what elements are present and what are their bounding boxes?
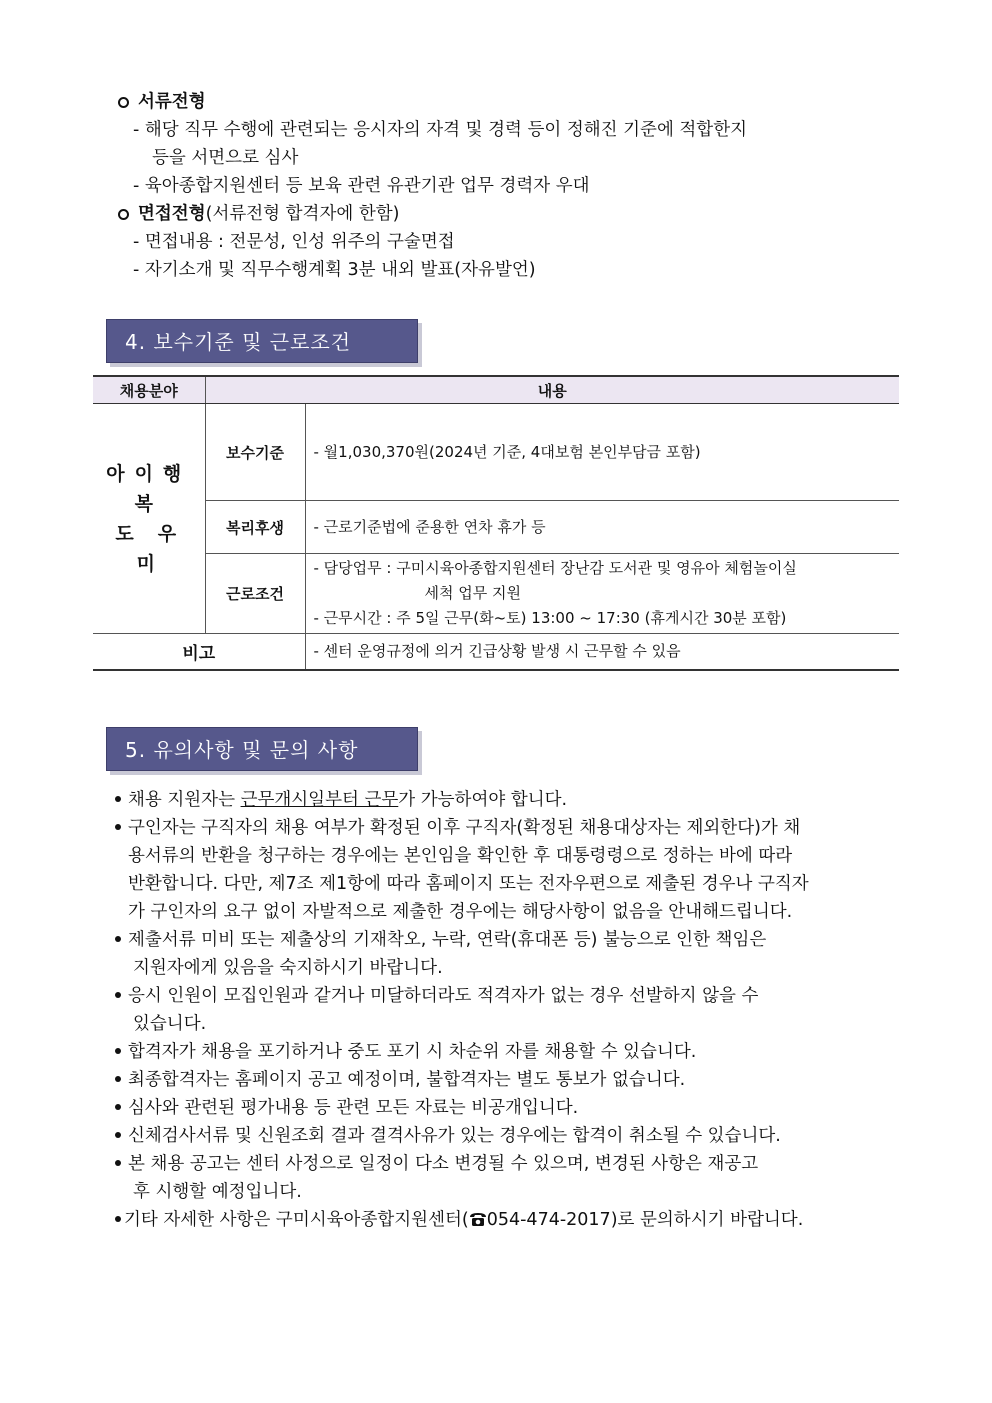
document-screening-line: - 해당 직무 수행에 관련되는 응시자의 자격 및 경력 등이 정해진 기준에 적합한지: [133, 120, 748, 140]
work-value: - 담당업무 : 구미시육아종합지원센터 장난감 도서관 및 영유아 체험놀이실 세척 업무 지원 - 근무시간 : 주 5일 근무(화~토) 13:00 ~ 17:30 (휴게시간 30분 포함): [305, 554, 899, 634]
list-item-continued: 있습니다.: [133, 1014, 207, 1034]
section-4-heading: 4. 보수기준 및 근로조건: [106, 319, 418, 363]
list-item: 채용 지원자는 근무개시일부터 근무가 가능하여야 합니다.: [115, 786, 567, 814]
interview-screening-heading: 면접전형(서류전형 합격자에 한함): [118, 202, 399, 226]
bullet-icon: [115, 992, 121, 998]
list-item-continued: 반환합니다. 다만, 제7조 제1항에 따라 홈페이지 또는 전자우편으로 제출된 경우나 구직자: [128, 874, 809, 894]
remark-label: 비고: [93, 634, 305, 670]
work-conditions-table: [93, 375, 899, 671]
header-field: 채용분야: [93, 376, 205, 404]
bullet-icon: [115, 936, 121, 942]
list-item: 응시 인원이 모집인원과 같거나 미달하더라도 적격자가 없는 경우 선발하지 않을 수: [115, 982, 758, 1010]
list-item-continued: 용서류의 반환을 청구하는 경우에는 본인임을 확인한 후 대통령령으로 정하는 바에 따라: [128, 846, 793, 866]
bullet-icon: [115, 1104, 121, 1110]
bullet-icon: [115, 1048, 121, 1054]
list-item: 최종합격자는 홈페이지 공고 예정이며, 불합격자는 별도 통보가 없습니다.: [115, 1066, 685, 1094]
list-item: 기타 자세한 사항은 구미시육아종합지원센터( 054-474-2017)로 문의하시기 바랍니다.: [115, 1206, 803, 1234]
document-screening-line: 등을 서면으로 심사: [152, 148, 299, 168]
welfare-value: - 근로기준법에 준용한 연차 휴가 등: [305, 501, 899, 554]
table-row: [93, 404, 899, 501]
list-item: 제출서류 미비 또는 제출상의 기재착오, 누락, 연락(휴대폰 등) 불능으로 인한 책임은: [115, 926, 766, 954]
pay-value: - 월1,030,370원(2024년 기준, 4대보험 본인부담금 포함): [305, 404, 899, 501]
list-item-continued: 후 시행할 예정입니다.: [133, 1182, 302, 1202]
interview-screening-line: - 면접내용 : 전문성, 인성 위주의 구술면접: [133, 232, 455, 252]
table-header-row: [93, 376, 899, 404]
circle-bullet-icon: [118, 209, 129, 220]
welfare-label: 복리후생: [205, 501, 305, 554]
list-item: 구인자는 구직자의 채용 여부가 확정된 이후 구직자(확정된 채용대상자는 제외한다)가 채: [115, 814, 800, 842]
list-item: 신체검사서류 및 신원조회 결과 결격사유가 있는 경우에는 합격이 취소될 수 있습니다.: [115, 1122, 781, 1150]
document-screening-heading: 서류전형: [118, 90, 206, 114]
header-content: 내용: [205, 376, 899, 404]
table-row: [93, 634, 899, 670]
document-screening-line: - 육아종합지원센터 등 보육 관련 유관기관 업무 경력자 우대: [133, 176, 590, 196]
section-5-heading: 5. 유의사항 및 문의 사항: [106, 727, 418, 771]
pay-label: 보수기준: [205, 404, 305, 501]
interview-screening-line: - 자기소개 및 직무수행계획 3분 내외 발표(자유발언): [133, 260, 536, 280]
remark-value: - 센터 운영규정에 의거 긴급상황 발생 시 근무할 수 있음: [305, 634, 899, 670]
list-item: 본 채용 공고는 센터 사정으로 일정이 다소 변경될 수 있으며, 변경된 사항은 재공고: [115, 1150, 758, 1178]
bullet-icon: [115, 796, 121, 802]
circle-bullet-icon: [118, 97, 129, 108]
work-label: 근로조건: [205, 554, 305, 634]
bullet-icon: [115, 1132, 121, 1138]
phone-icon: [469, 1211, 487, 1227]
list-item: 합격자가 채용을 포기하거나 중도 포기 시 차순위 자를 채용할 수 있습니다.: [115, 1038, 696, 1066]
bullet-icon: [115, 1076, 121, 1082]
bullet-icon: [115, 1160, 121, 1166]
list-item: 심사와 관련된 평가내용 등 관련 모든 자료는 비공개입니다.: [115, 1094, 578, 1122]
list-item-continued: 가 구인자의 요구 없이 자발적으로 제출한 경우에는 해당사항이 없음을 안내해드립니다.: [128, 902, 793, 922]
table-row: [93, 554, 899, 634]
list-item-continued: 지원자에게 있음을 숙지하시기 바랍니다.: [133, 958, 443, 978]
job-category: 아이행복 도우미: [93, 404, 205, 634]
bullet-icon: [115, 824, 121, 830]
bullet-icon: [115, 1216, 121, 1222]
table-row: [93, 501, 899, 554]
